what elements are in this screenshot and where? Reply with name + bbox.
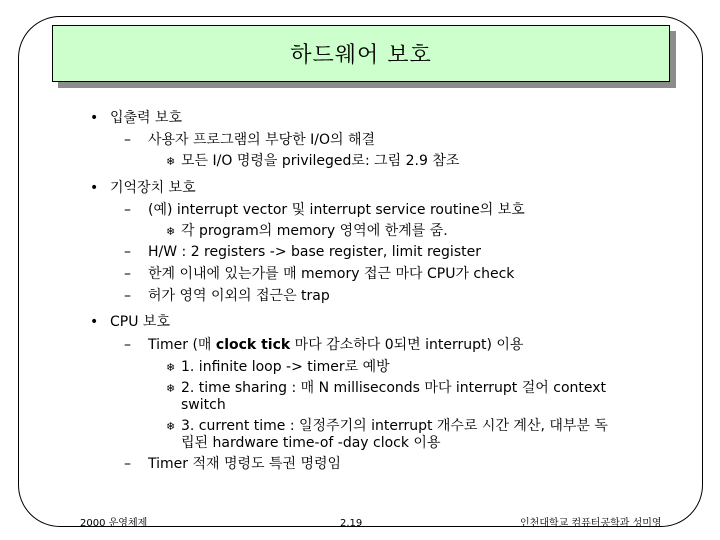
cpu-subitem-1: 1. infinite loop -> timer로 예방: [181, 359, 390, 375]
cpu-subitem-2-line1: 2. time sharing : 매 N milliseconds 마다 interrupt 걸어 context: [181, 380, 607, 396]
dash-mem-2: –: [124, 244, 131, 260]
bullet-io: •: [90, 110, 99, 126]
cpu-item-1: [148, 337, 523, 354]
cpu-heading: CPU 보호: [110, 314, 170, 330]
cpu-subitem-2-line2: switch: [181, 397, 226, 413]
snowflake-icon: ❄: [166, 155, 176, 168]
io-item-1: 사용자 프로그램의 부당한 I/O의 해결: [148, 132, 376, 148]
memory-item-3: 한계 이내에 있는가를 매 memory 접근 마다 CPU가 check: [148, 266, 515, 282]
footer-left: 2000 운영체제: [80, 518, 148, 529]
snowflake-icon: ❄: [166, 382, 176, 395]
footer-right: 인천대학교 컴퓨터공학과 성미영: [520, 518, 662, 529]
cpu-item-1-pre: Timer (매: [148, 337, 216, 353]
bullet-cpu: •: [90, 314, 99, 330]
memory-subitem-1: 각 program의 memory 영역에 한계를 줌.: [181, 223, 448, 239]
memory-heading: 기억장치 보호: [110, 180, 196, 196]
cpu-item-2: Timer 적재 명령도 특권 명령임: [148, 456, 342, 472]
dash-mem-4: –: [124, 288, 131, 304]
snowflake-icon: ❄: [166, 420, 176, 433]
cpu-item-1-post: 마다 감소하다 0되면 interrupt) 이용: [290, 337, 524, 353]
io-subitem-1: 모든 I/O 명령을 privileged로: 그림 2.9 참조: [181, 153, 460, 169]
bullet-memory: •: [90, 180, 99, 196]
dash-cpu-1: –: [124, 337, 131, 353]
dash-cpu-2: –: [124, 456, 131, 472]
snowflake-icon: ❄: [166, 361, 176, 374]
snowflake-icon: ❄: [166, 225, 176, 238]
dash-mem-1: –: [124, 202, 131, 218]
cpu-item-1-bold: clock tick: [215, 337, 291, 353]
memory-item-4: 허가 영역 이외의 접근은 trap: [148, 288, 330, 304]
footer-page-number: 2.19: [340, 518, 363, 529]
memory-item-2: H/W : 2 registers -> base register, limit register: [148, 244, 481, 260]
io-heading: 입출력 보호: [110, 110, 183, 126]
cpu-subitem-3-line1: 3. current time : 일정주기의 interrupt 개수로 시간 계산, 대부분 독: [181, 418, 608, 434]
slide-title: 하드웨어 보호: [290, 43, 432, 68]
cpu-subitem-3-line2: 립된 hardware time-of -day clock 이용: [181, 435, 441, 451]
memory-item-1: (예) interrupt vector 및 interrupt service routine의 보호: [148, 202, 525, 218]
dash-io-1: –: [124, 132, 131, 148]
dash-mem-3: –: [124, 266, 131, 282]
